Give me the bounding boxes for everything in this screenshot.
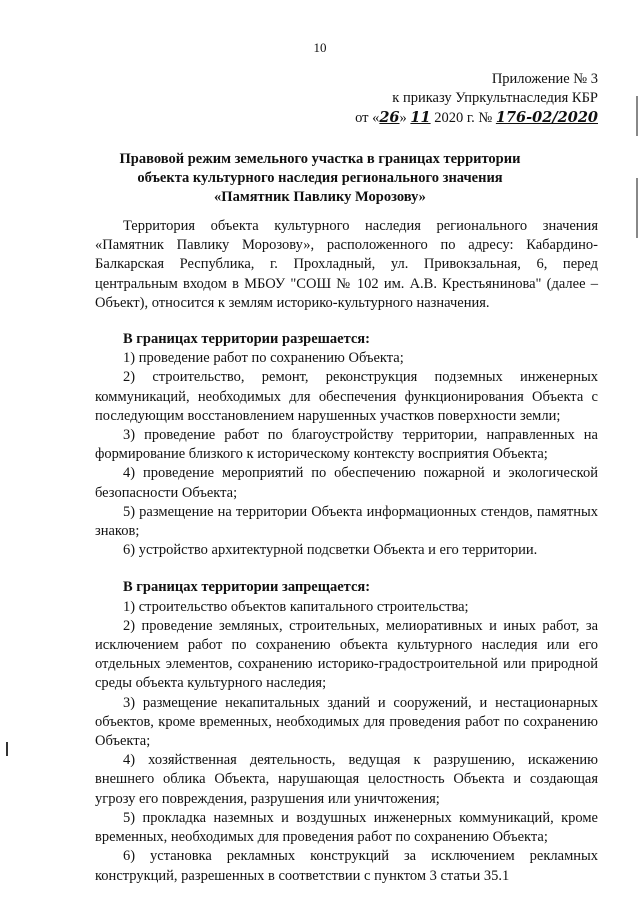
prohibited-item: 1) строительство объектов капитального строительства; (123, 598, 469, 615)
prohibited-item: 4) хозяйственная деятельность, ведущая к разрушению, искажению внешнего облика Объекта, нарушающая целостность Объекта и создающая угрозу его повреждения, разрушения или уничтожения; (95, 752, 598, 807)
prohibited-item: 6) установка рекламных конструкций за исключением рекламных конструкций, разрешенных в соответствии с пунктом 3 статьи 35.1 (95, 848, 598, 884)
title-line-1: Правовой режим земельного участка в границах территории (119, 151, 521, 167)
scan-edge-mark (636, 178, 638, 238)
prohibited-item: 3) размещение некапитальных зданий и сооружений, и нестационарных объектов, кроме временных, необходимых для проведения работ по сохранению Объекта; (95, 694, 598, 750)
allowed-item: 6) устройство архитектурной подсветки Объекта и его территории. (123, 542, 538, 559)
prohibited-item: 5) прокладка наземных и воздушных инженерных коммуникаций, кроме временных, необходимых для проведения работ по сохранению Объекта; (95, 809, 598, 846)
page-number: 10 (313, 40, 327, 55)
date-mid: » (399, 110, 411, 126)
date-year: 2020 г. № (430, 110, 496, 126)
doc-number: 176-02/2020 (495, 109, 598, 126)
intro-paragraph: Территория объекта культурного наследия регионального значения «Памятник Павлику Морозову», расположенного по адресу: Кабардино-Балкарская Республика, г. Прохладный, ул. Привокзальная, 6, перед центральным входом в МБОУ "СОШ № 102 им. А.В. Крестьянинова" (далее – Объект), относится к землям историко-культурного назначения. (95, 218, 598, 311)
allowed-heading: В границах территории разрешается: (123, 331, 370, 348)
annex-order-ref: к приказу Упркультнаследия КБР (392, 90, 598, 106)
allowed-item: 1) проведение работ по сохранению Объекта; (123, 350, 404, 367)
allowed-item: 3) проведение работ по благоустройству территории, направленных на формирование близкого к историческому контексту восприятия Объекта; (95, 427, 598, 463)
annex-header (355, 70, 598, 128)
title-line-2: объекта культурного наследия регионального значения (137, 170, 503, 186)
date-day: 26 (379, 109, 400, 126)
allowed-item: 5) размещение на территории Объекта информационных стендов, памятных знаков; (95, 503, 598, 540)
prohibited-item: 2) проведение земляных, строительных, мелиоративных и иных работ, за исключением работ по сохранению объекта культурного наследия или его отдельных элементов, сохранению историко-градостроительной или природной среды объекта культурного наследия; (95, 617, 598, 692)
date-prefix: от « (355, 110, 380, 126)
annex-title: Приложение № 3 (491, 71, 598, 87)
date-month: 11 (410, 109, 431, 126)
title-line-3: «Памятник Павлику Морозову» (214, 189, 426, 205)
annex-date-line (355, 108, 598, 128)
allowed-item: 2) строительство, ремонт, реконструкция подземных инженерных коммуникаций, необходимых для обеспечения функционирования Объекта с последующим восстановлением нарушенных участков поверхности земли; (95, 369, 598, 424)
document-body (95, 217, 598, 886)
allowed-item: 4) проведение мероприятий по обеспечению пожарной и экологической безопасности Объекта; (95, 465, 598, 501)
document-title (0, 150, 640, 207)
scan-edge-mark (6, 742, 8, 756)
scan-edge-mark (636, 96, 638, 136)
prohibited-heading: В границах территории запрещается: (123, 579, 371, 596)
